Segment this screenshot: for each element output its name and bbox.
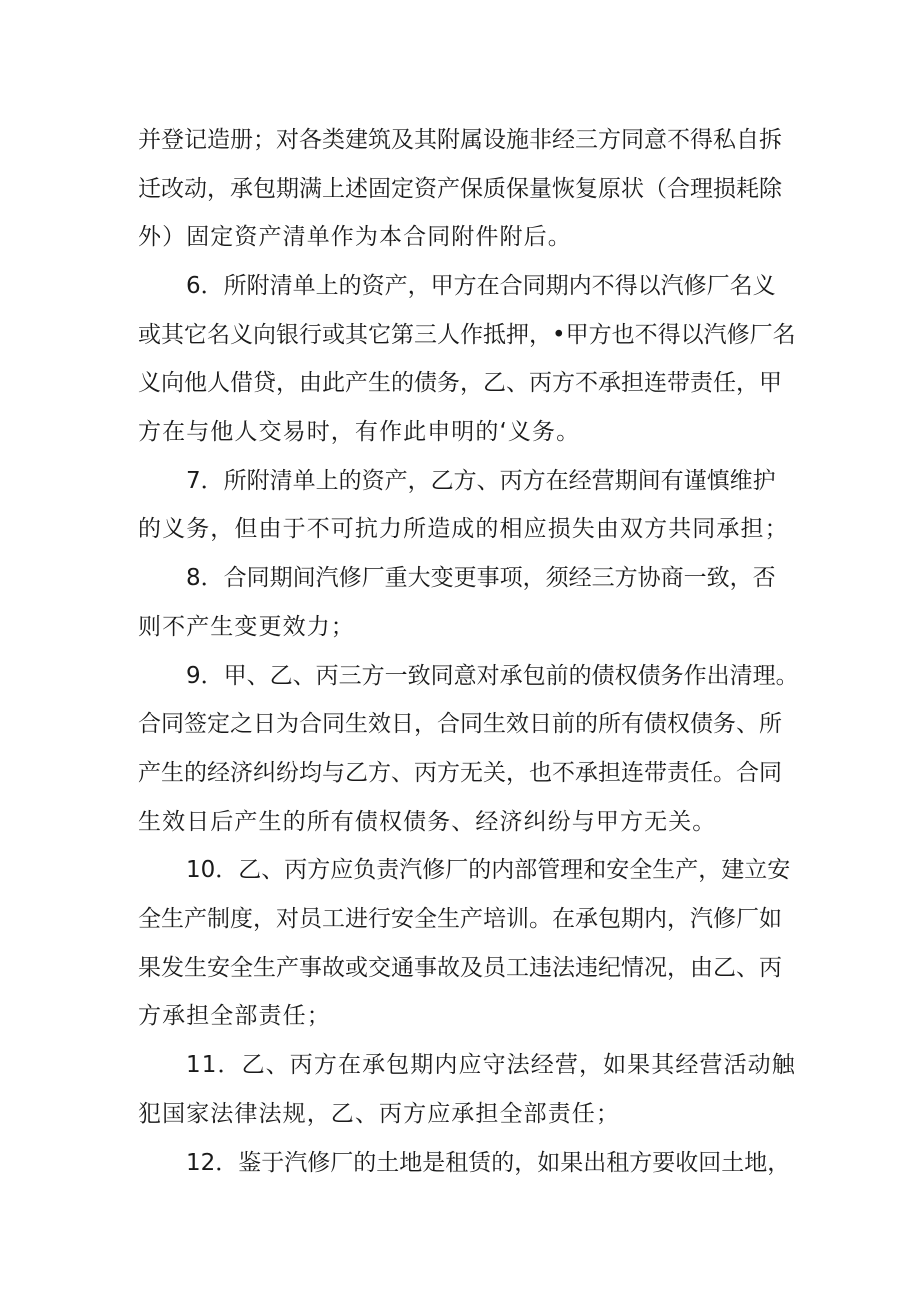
text-line: 方在与他人交易时，有作此申明的‘义务。 [138,419,581,445]
text-line: 犯国家法律法规，乙、丙方应承担全部责任； [138,1101,620,1127]
paragraph-7-start: 7．所附清单上的资产，乙方、丙方在经营期间有谨慎维护 [186,468,776,494]
paragraph-9-start: 9．甲、乙、丙三方一致同意对承包前的债权债务作出清理。 [186,663,799,689]
paragraph-12-start: 12．鉴于汽修厂的土地是租赁的，如果出租方要收回土地， [186,1150,791,1176]
text-line: 义向他人借贷，由此产生的债务，乙、丙方不承担连带责任，甲 [138,370,782,396]
text-line: 合同签定之日为合同生效日，合同生效日前的所有债权债务、所 [138,711,782,737]
paragraph-6-start: 6．所附清单上的资产，甲方在合同期内不得以汽修厂名义 [186,273,776,299]
text-line: 果发生安全生产事故或交通事故及员工违法违纪情况，由乙、丙 [138,955,782,981]
text-line: 生效日后产生的所有债权债务、经济纠纷与甲方无关。 [138,809,717,835]
text-line: 或其它名义向银行或其它第三人作抵押，•甲方也不得以汽修厂名 [138,322,796,348]
text-line: 的义务，但由于不可抗力所造成的相应损失由双方共同承担； [138,516,789,542]
text-line: 迁改动，承包期满上述固定资产保质保量恢复原状（合理损耗除 [138,176,782,202]
paragraph-8-start: 8．合同期间汽修厂重大变更事项，须经三方协商一致，否 [186,565,776,591]
text-line: 并登记造册；对各类建筑及其附属设施非经三方同意不得私自拆 [138,127,782,153]
text-line: 则不产生变更效力； [138,614,355,640]
text-line: 全生产制度，对员工进行安全生产培训。在承包期内，汽修厂如 [138,906,782,932]
paragraph-11-start: 11．乙、丙方在承包期内应守法经营，如果其经营活动触 [186,1052,796,1078]
text-line: 方承担全部责任； [138,1003,331,1029]
text-line: 产生的经济纠纷均与乙方、丙方无关，也不承担连带责任。合同 [138,760,782,786]
paragraph-10-start: 10．乙、丙方应负责汽修厂的内部管理和安全生产，建立安 [186,857,791,883]
text-line: 外）固定资产清单作为本合同附件附后。 [138,224,572,250]
